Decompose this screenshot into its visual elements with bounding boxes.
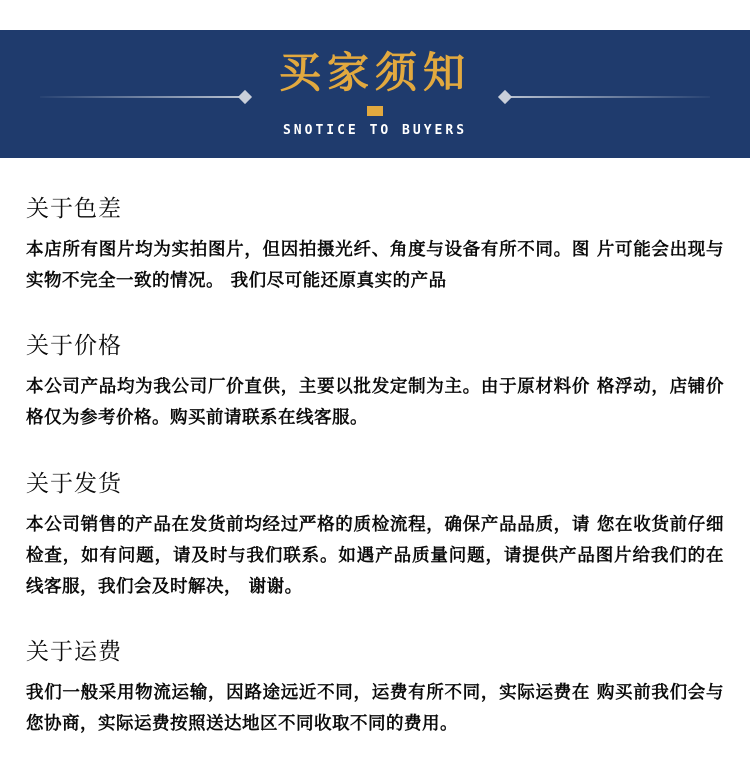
banner-divider-left [40,96,240,98]
section-price [26,327,724,434]
diamond-icon [498,90,512,104]
buyer-notice-banner [0,30,750,158]
diamond-icon [238,90,252,104]
section-shipping [26,465,724,603]
section-heading: 关于色差 [26,196,122,222]
section-heading: 关于运费 [26,638,122,665]
page-title: 买家须知 [278,48,471,98]
banner-divider-right [510,96,710,98]
section-body: 我们一般采用物流运输，因路途远近不同，运费有所不同，实际运费在 购买前我们会与您协商，实际运费按照送达地区不同收取不同的费用。 [26,682,724,735]
notice-content [0,158,750,740]
page-subtitle: SNOTICE TO BUYERS [282,122,468,138]
section-freight [26,633,724,740]
section-body: 本公司销售的产品在发货前均经过严格的质检流程，确保产品品质，请 您在收货前仔细检查，如有问题，请及时与我们联系。如遇产品质量问题，请提供产品图片给我们的在线客服，我们会及时解决， 谢谢。 [26,514,724,597]
section-body: 本店所有图片均为实拍图片，但因拍摄光纤、角度与设备有所不同。图 片可能会出现与实物不完全一致的情况。 我们尽可能还原真实的产品 [26,240,724,292]
section-color-difference [26,190,724,297]
section-heading: 关于发货 [26,470,122,497]
section-body: 本公司产品均为我公司厂价直供，主要以批发定制为主。由于原材料价 格浮动，店铺价格仅为参考价格。购买前请联系在线客服。 [26,377,724,429]
section-heading: 关于价格 [26,333,122,360]
banner-accent-square [367,106,383,116]
